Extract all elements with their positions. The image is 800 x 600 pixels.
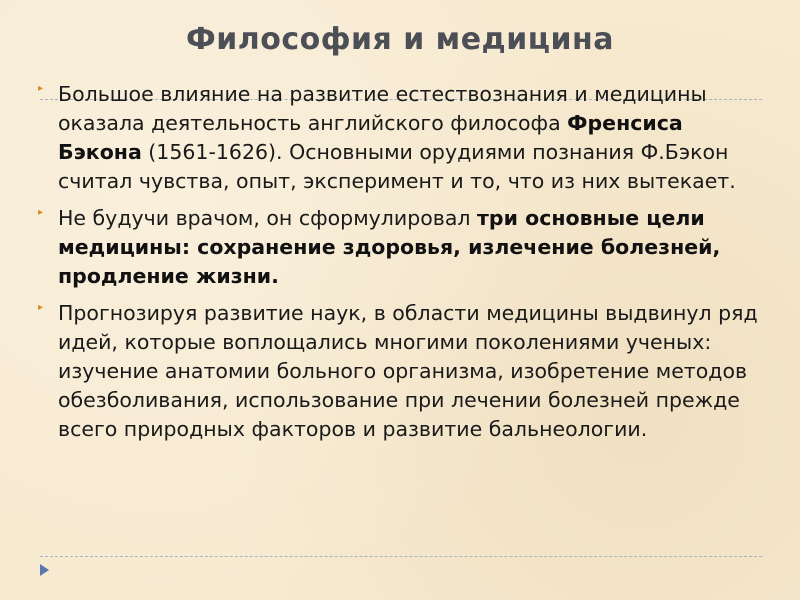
- bullet-text: [58, 82, 736, 193]
- bullet-text: [58, 301, 758, 441]
- bullet-text-part: Не будучи врачом, он сформулировал: [58, 206, 478, 230]
- bullet-arrow-icon: ▸: [38, 207, 44, 218]
- bullet-item: [38, 299, 768, 444]
- bullet-text: [58, 206, 720, 288]
- bullet-text-bold: Френсиса Бэкона: [58, 111, 683, 164]
- bullet-text-part: Прогнозируя развитие наук, в области медицины выдвинул ряд идей, которые воплощались многими поколениями ученых: изучение анатомии больного организма, изобретение методов обезболивания, использование при лечении болезней прежде всего природных факторов и развитие бальнеологии.: [58, 301, 758, 441]
- bullet-list: [38, 80, 768, 452]
- bullet-text-bold: три основные цели медицины: сохранение здоровья, излечение болезней, продление жизни.: [58, 206, 721, 288]
- bullet-text-part: Большое влияние на развитие естествознания и медицины оказала деятельность английского философа: [58, 82, 707, 135]
- bullet-arrow-icon: ▸: [38, 302, 44, 313]
- bullet-item: [38, 204, 768, 291]
- bullet-text-part: (1561-1626). Основными орудиями познания Ф.Бэкон считал чувства, опыт, эксперимент и то, что из них вытекает.: [58, 140, 736, 193]
- triangle-right-icon[interactable]: [40, 564, 49, 576]
- slide-title: Философия и медицина: [185, 22, 615, 57]
- bullet-arrow-icon: ▸: [38, 83, 44, 94]
- divider-bottom: [40, 556, 762, 557]
- bullet-item: [38, 80, 768, 196]
